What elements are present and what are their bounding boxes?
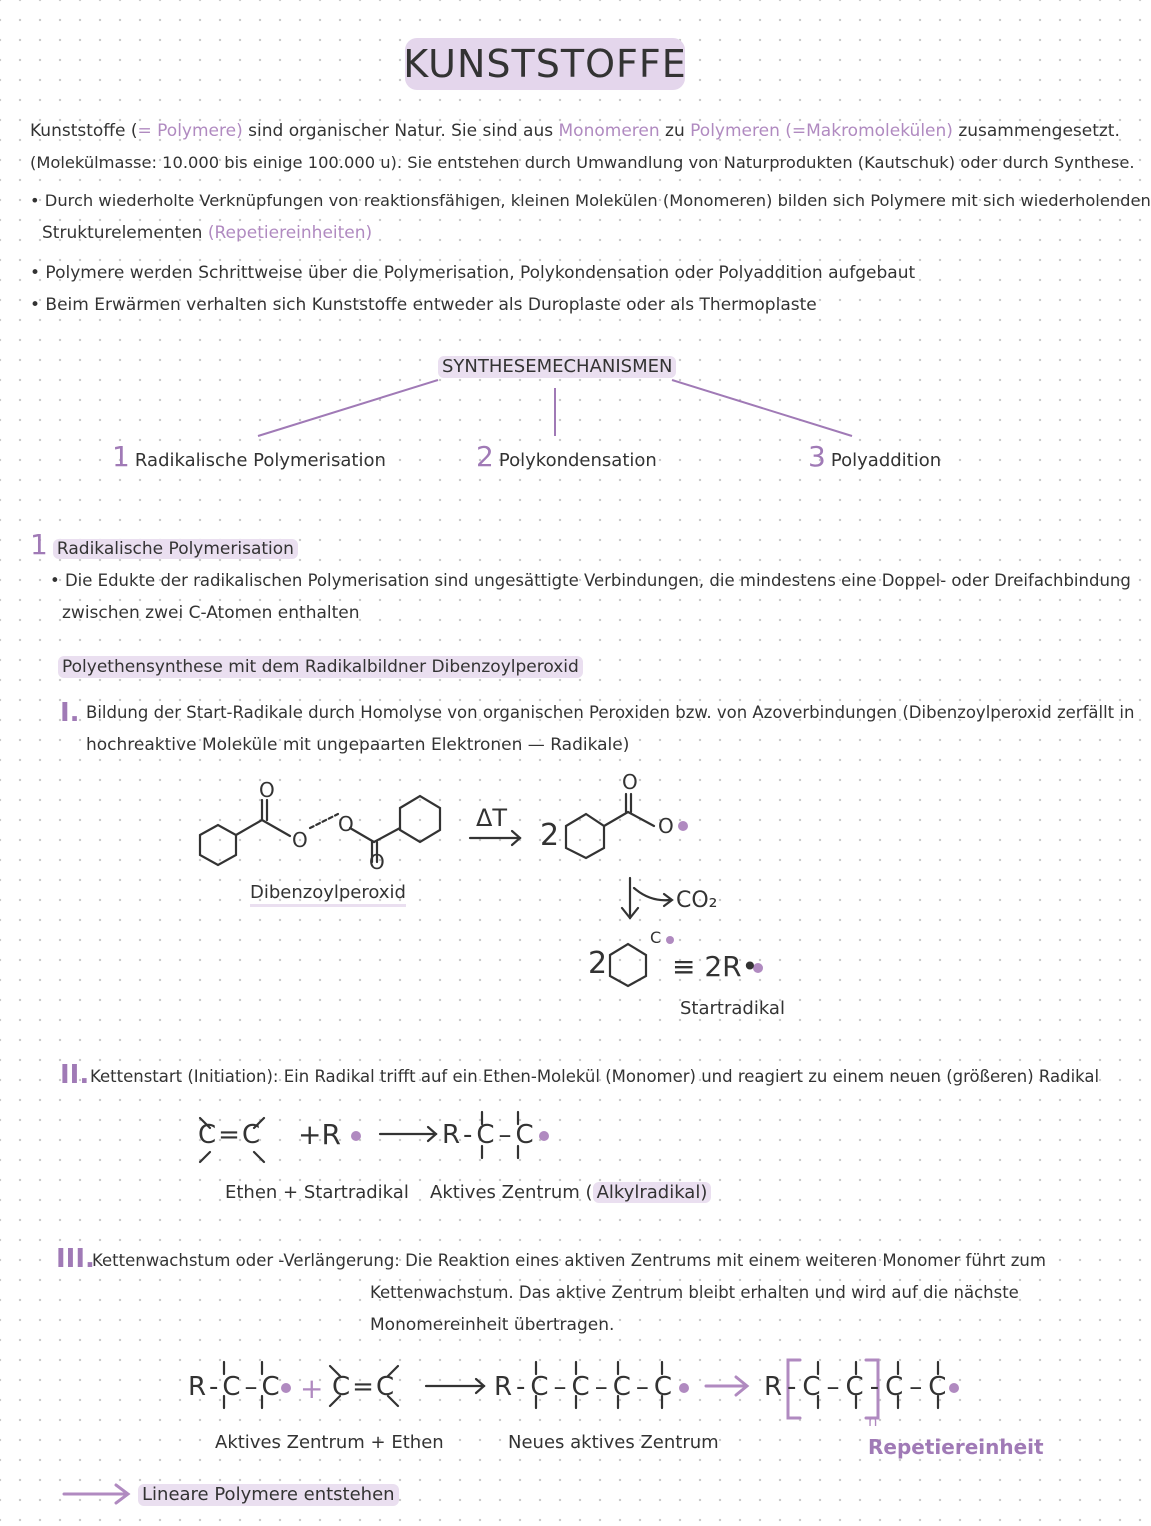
- benzene-ring-icon: [610, 944, 646, 986]
- atom-o: O: [292, 828, 308, 852]
- atom-c: C: [650, 928, 662, 947]
- step-1-numeral: I.: [60, 698, 80, 728]
- atom-o: O: [369, 850, 385, 874]
- caption-neues-aktives-zentrum: Neues aktives Zentrum: [508, 1432, 719, 1453]
- plus-sign: +: [300, 1372, 324, 1405]
- mechanism-label: Polyaddition: [830, 450, 942, 471]
- benzene-ring-icon: [200, 825, 236, 865]
- ethene-formula: C=C: [198, 1120, 263, 1150]
- step-2-numeral: II.: [60, 1060, 90, 1090]
- caption-ethen-startradikal: Ethen + Startradikal: [225, 1182, 409, 1203]
- intro-text: zu: [659, 121, 691, 141]
- atom-o: O: [622, 770, 638, 794]
- caption-aktives-zentrum: [430, 1182, 711, 1204]
- page-title: KUNSTSTOFFE: [403, 42, 687, 86]
- intro-bullet-3: • Beim Erwärmen verhalten sich Kunststoffe entweder als Duroplaste oder als Thermoplaste: [30, 295, 817, 315]
- benzene-ring-icon: [400, 796, 440, 842]
- polymer-formula: R-C–C-C–C: [764, 1372, 953, 1402]
- mechanism-label: Radikalische Polymerisation: [134, 450, 386, 471]
- intro-text: zusammengesetzt.: [952, 121, 1120, 141]
- plus-radical: +R: [298, 1118, 341, 1151]
- heat-label: ΔT: [476, 804, 508, 832]
- mechanism-number: 3: [808, 440, 826, 473]
- radical-equivalence: ≡ 2R•: [672, 950, 759, 983]
- step-3-text-cont: Kettenwachstum. Das aktive Zentrum bleibt erhalten und wird auf die nächste: [370, 1283, 1019, 1302]
- new-active-center-formula: R-C–C–C–C: [494, 1372, 678, 1402]
- step-3-text: Kettenwachstum oder -Verlängerung: Die Reaktion eines aktiven Zentrums mit einem weiteren Monomer führt zum: [92, 1251, 1046, 1270]
- mechanism-number: 1: [112, 440, 130, 473]
- section-number: 1: [30, 528, 48, 561]
- caption-highlight: Alkylradikal): [593, 1182, 712, 1203]
- caption-repetiereinheit: Repetiereinheit: [868, 1435, 1044, 1459]
- co2-label: CO₂: [676, 888, 718, 913]
- section-1-text: • Die Edukte der radikalischen Polymerisation sind ungesättigte Verbindungen, die mindestens eine Doppel- oder Dreifachbindung: [50, 571, 1131, 590]
- intro-text: Kunststoffe (: [30, 121, 138, 141]
- subheading-polyethene: Polyethensynthese mit dem Radikalbildner Dibenzoylperoxid: [58, 656, 583, 678]
- caption-text: Aktives Zentrum (: [430, 1182, 593, 1203]
- term-monomeren: Monomeren: [558, 121, 660, 141]
- intro-bullet-2: • Polymere werden Schrittweise über die Polymerisation, Polykondensation oder Polyaddition aufgebaut: [30, 263, 916, 283]
- caption-startradikal: Startradikal: [680, 998, 785, 1019]
- term-polymeren: Polymeren (=Makromolekülen): [690, 121, 953, 141]
- mechanism-label: Polykondensation: [498, 450, 657, 471]
- coefficient: 2: [540, 818, 560, 853]
- benzene-ring-icon: [566, 814, 604, 858]
- step-3-numeral: III.: [56, 1244, 95, 1274]
- caption-dibenzoylperoxid: Dibenzoylperoxid: [250, 882, 406, 907]
- subscript-n: n: [868, 1412, 878, 1430]
- active-center-formula: R-C–C: [188, 1372, 284, 1402]
- atom-o: O: [259, 778, 275, 802]
- step-1-text-cont: hochreaktive Moleküle mit ungepaarten Elektronen — Radikale): [86, 735, 630, 755]
- mechanism-number: 2: [476, 440, 494, 473]
- mechanisms-heading: SYNTHESEMECHANISMEN: [438, 356, 676, 378]
- intro-bullet-1: • Durch wiederholte Verknüpfungen von reaktionsfähigen, kleinen Molekülen (Monomeren) bilden sich Polymere mit sich wiederholenden: [30, 191, 1151, 210]
- atom-o: O: [338, 812, 354, 836]
- coefficient: 2: [588, 946, 608, 981]
- result-linear-polymers: Lineare Polymere entstehen: [138, 1484, 399, 1506]
- alkyl-radical-formula: R-C–C: [442, 1120, 538, 1150]
- term-repetiereinheiten: (Repetiereinheiten): [207, 223, 373, 243]
- ethene-formula: C=C: [332, 1372, 397, 1402]
- atom-o: O: [658, 814, 674, 838]
- section-1-text-cont: zwischen zwei C-Atomen enthalten: [62, 603, 360, 623]
- step-3-text-cont2: Monomereinheit übertragen.: [370, 1315, 615, 1335]
- caption-aktives-zentrum-ethen: Aktives Zentrum + Ethen: [215, 1432, 444, 1453]
- intro-text: Strukturelementen: [42, 223, 208, 243]
- section-title: Radikalische Polymerisation: [53, 539, 298, 559]
- step-2-text: Kettenstart (Initiation): Ein Radikal trifft auf ein Ethen-Molekül (Monomer) und reagiert zu einem neuen (größeren) Radikal: [90, 1067, 1100, 1086]
- step-1-text: Bildung der Start-Radikale durch Homolyse von organischen Peroxiden bzw. von Azoverbindungen (Dibenzoylperoxid zerfällt in: [86, 703, 1135, 722]
- intro-line-2: (Molekülmasse: 10.000 bis einige 100.000 u). Sie entstehen durch Umwandlung von Naturprodukten (Kautschuk) oder durch Synthese.: [30, 153, 1135, 172]
- intro-text: sind organischer Natur. Sie sind aus: [242, 121, 559, 141]
- term-polymere: = Polymere): [137, 121, 243, 141]
